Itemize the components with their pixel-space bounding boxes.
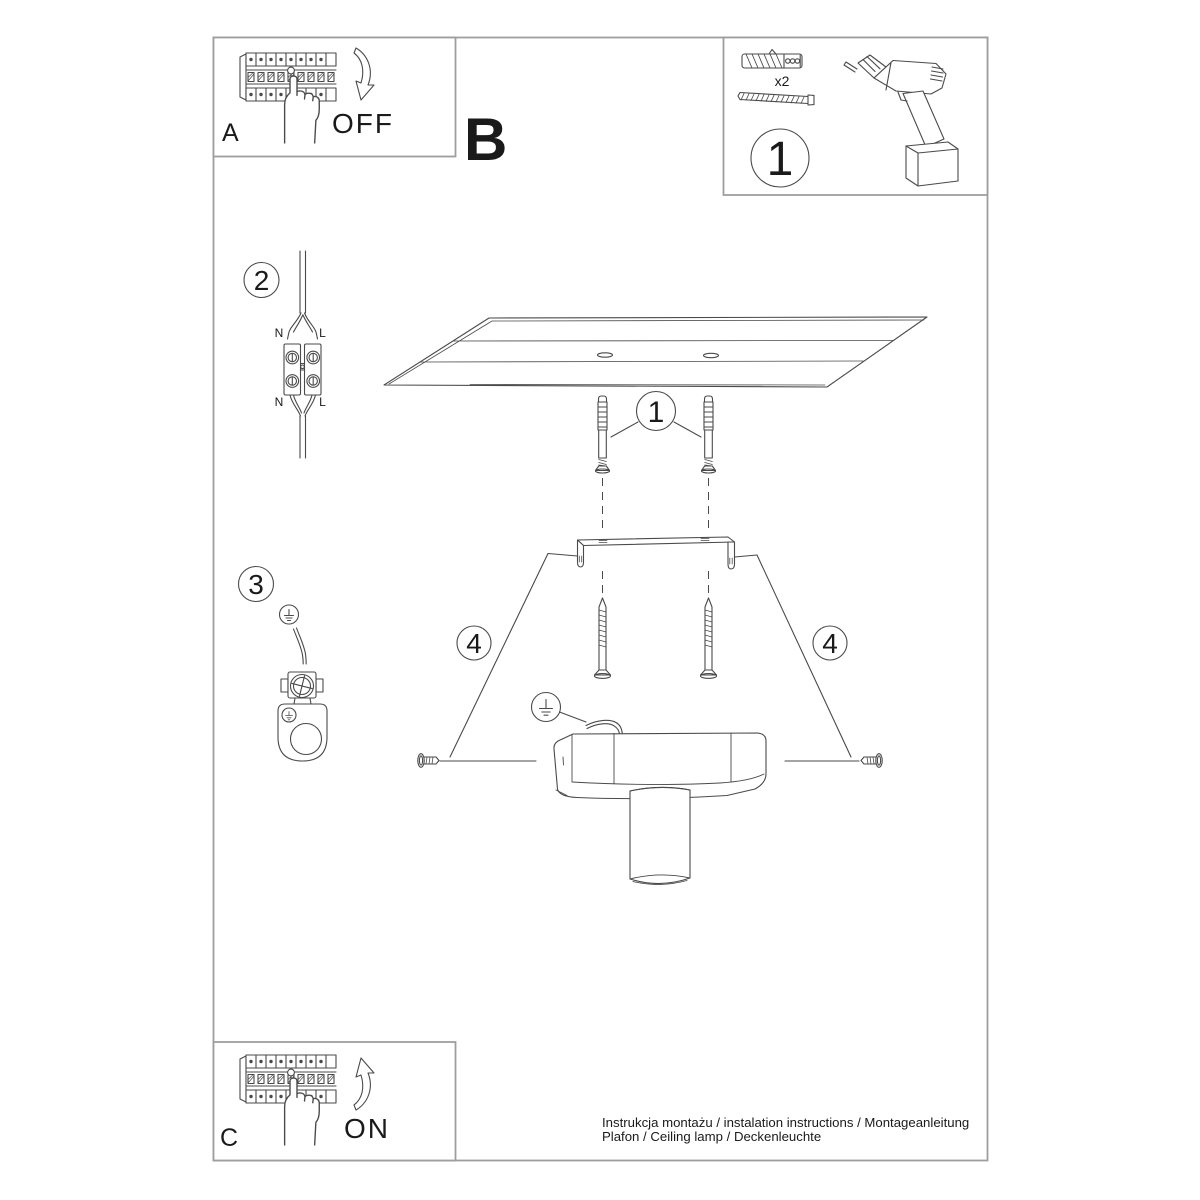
terminal-label-n-top: N [274, 326, 284, 340]
step4-right-number: 4 [822, 628, 838, 659]
ground-symbol-icon [280, 605, 299, 624]
panel-a-power-off [214, 38, 456, 157]
section-b-letter: B [464, 106, 508, 173]
step2-callout-number: 2 [253, 265, 270, 296]
quantity-label: x2 [774, 73, 790, 89]
step1-callout-number: 1 [647, 396, 665, 429]
terminal-label-l-bottom: L [319, 395, 326, 409]
mounting-plate-illustration [278, 704, 327, 761]
step3-callout-number: 3 [248, 569, 264, 600]
sheet-border [214, 38, 988, 1161]
lamp-cylinder [630, 787, 690, 883]
parts-callout-number: 1 [766, 133, 794, 186]
panel-c-letter: C [220, 1124, 239, 1152]
step4-left-number: 4 [466, 628, 482, 659]
footer-line1: Instrukcja montażu / instalation instructions / Montageanleitung [602, 1115, 970, 1130]
terminal-label-l-top: L [319, 326, 326, 340]
parts-box [724, 38, 988, 196]
footer-line2: Plafon / Ceiling lamp / Deckenleuchte [602, 1129, 822, 1144]
panel-c-action-label: ON [344, 1113, 390, 1144]
panel-c-power-on [214, 1042, 456, 1161]
terminal-label-n-bottom: N [274, 395, 284, 409]
panel-a-letter: A [222, 119, 239, 147]
panel-a-action-label: OFF [332, 108, 394, 139]
